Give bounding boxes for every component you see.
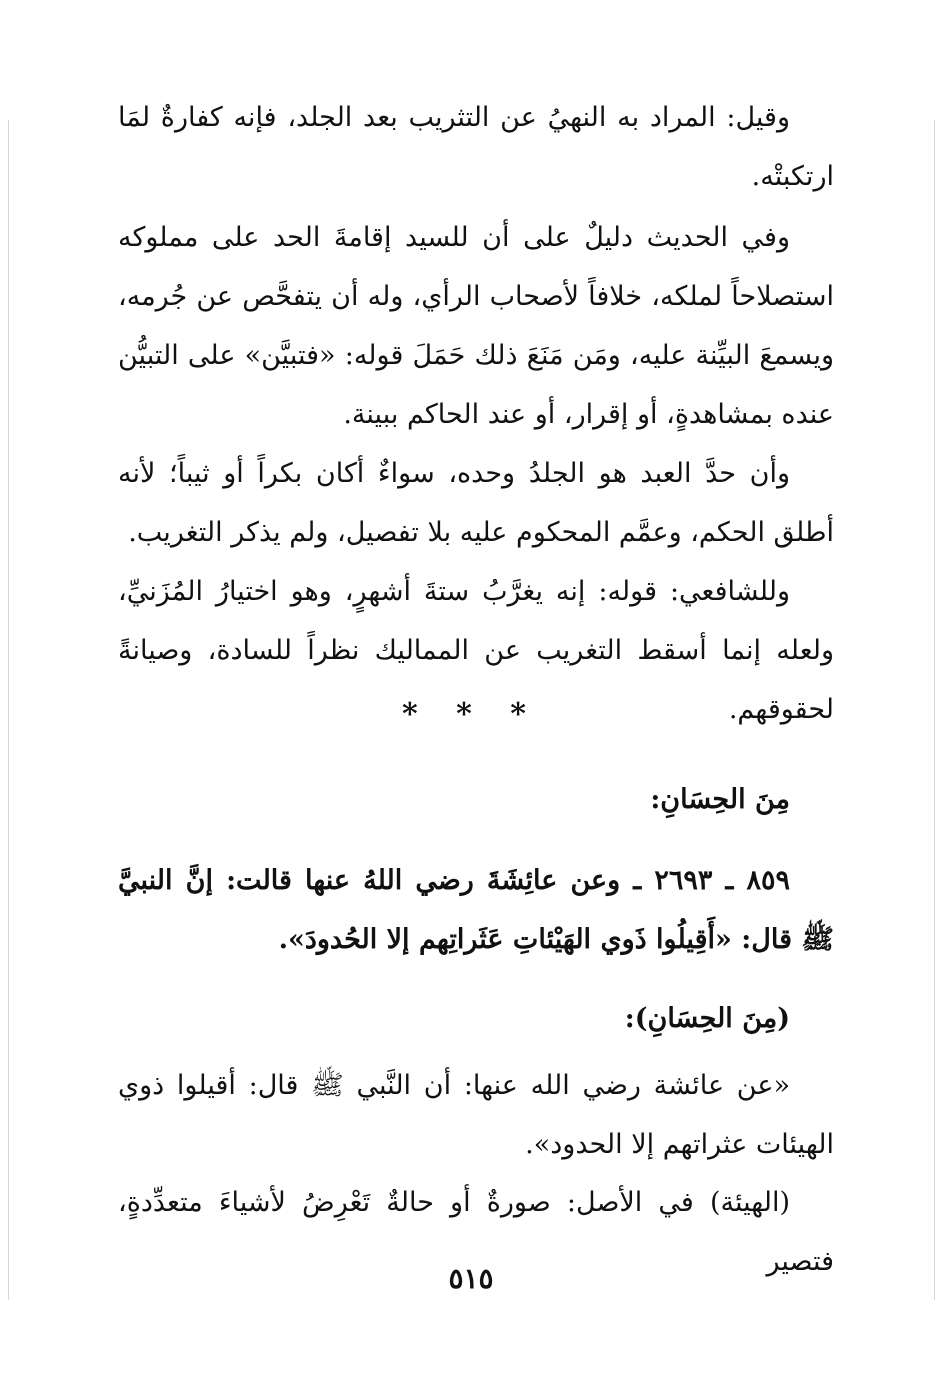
paragraph-2: وفي الحديث دليلٌ على أن للسيد إقامةَ الحد على مملوكه استصلاحاً لملكه، خلافاً لأصحاب الرأي، وله أن يتفحَّص عن جُرمه، ويسمعَ البيِّنة عليه، ومَن مَنَعَ ذلك حَمَلَ قوله: «فتبيَّن» على التبيُّن عنده بمشاهدةٍ، أو إقرار، أو عند الحاكم ببينة. [118, 222, 834, 430]
paragraph-3: وأن حدَّ العبد هو الجلدُ وحده، سواءٌ أكان بكراً أو ثيباً؛ لأنه أطلق الحكم، وعمَّم المحكوم عليه بلا تفصيل، ولم يذكر التغريب. [118, 458, 834, 548]
commentary-paragraph-1: «عن عائشة رضي الله عنها: أن النَّبي ﷺ قال: أقيلوا ذوي الهيئات عثراتهم إلا الحدود». [118, 1070, 834, 1160]
section-separator: * * * [402, 697, 540, 732]
commentary-paragraph-2: (الهيئة) في الأصل: صورةٌ أو حالةٌ تَعْرِضُ لأشياءَ متعدِّدةٍ، فتصير [118, 1187, 834, 1277]
page-number: ٥١٥ [448, 1262, 494, 1295]
paragraph-4: وللشافعي: قوله: إنه يغرَّبُ ستةَ أشهرٍ، وهو اختيارُ المُزَنيِّ، ولعله إنما أسقط التغريب عن المماليك نظراً للسادة، وصيانةً لحقوقهم. [118, 576, 834, 725]
paragraph-1: وقيل: المراد به النهيُ عن التثريب بعد الجلد، فإنه كفارةٌ لمَا ارتكبتْه. [118, 102, 834, 192]
commentary-heading: (مِنَ الحِسَانِ): [624, 1003, 790, 1034]
section-heading: مِنَ الحِسَانِ: [650, 784, 790, 815]
hadith-text: ٨٥٩ ـ ٢٦٩٣ ـ وعن عائِشَةَ رضي اللهُ عنها قالت: إنَّ النبيَّ ﷺ قال: «أَقِيلُوا ذَوي الهَيْئاتِ عَثَراتِهم إلا الحُدودَ». [118, 865, 834, 955]
